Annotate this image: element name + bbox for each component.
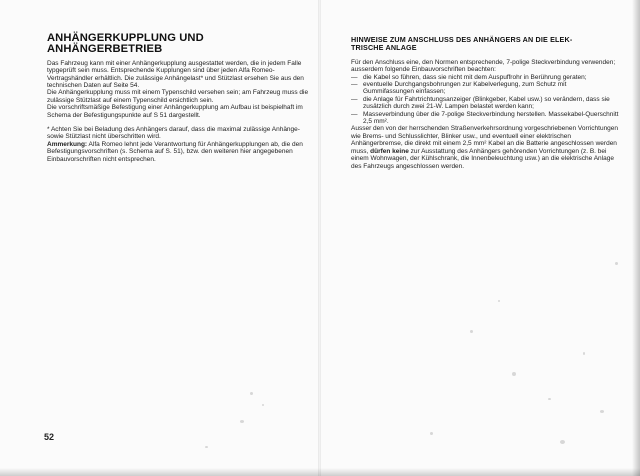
scan-bottom-shadow (0, 468, 640, 476)
page-title-line-2: ANHÄNGERBETRIEB (47, 43, 163, 56)
scan-speckle (583, 352, 585, 355)
scan-speckle (250, 392, 253, 395)
page-title-line-1: ANHÄNGERKUPPLUNG UND (47, 32, 204, 44)
scan-speckle (615, 262, 618, 265)
list-item: — Masseverbindung über die 7-polige Steckverbindung herstellen. Massekabel-Querschnitt 2,5 mm². (351, 111, 619, 126)
scan-edge-shadow (632, 0, 640, 476)
closing-text-start: Ausser den von der herrschenden Straßenverkehrsordnung vorgeschriebenen Vorrichtungen wie Brems- und Schlusslichter, Blinker usw., und eventuell einer elektrischen Anhängerbremse, die direkt mit einem 2,5 mm² Kabel an die Batterie angeschlossen werden muss, (351, 125, 619, 155)
scan-speckle (512, 372, 516, 376)
load-footnote: * Achten Sie bei Beladung des Anhängers darauf, dass die maximal zulässige Anhänge-sowie Stützlast nicht überschritten wird. (47, 126, 300, 141)
page-number: 52 (44, 432, 55, 442)
page-title (47, 33, 309, 56)
liability-note-label: Ammerkung: (47, 140, 88, 148)
scan-speckle (560, 440, 565, 444)
section-title-line-1: HINWEISE ZUM ANSCHLUSS DES ANHÄNGERS AN DIE ELEK- (351, 35, 573, 44)
nameplate-paragraph: Die Anhängerkupplung muss mit einem Typenschild versehen sein; am Fahrzeug muss die zulässige Stützlast auf einem Typenschild ersichtlich sein. (47, 89, 309, 104)
mounting-paragraph: Die vorschriftsmäßige Befestigung einer Anhängerkupplung am Aufbau ist beispielhaft im Schema der Befestigungspunkte auf S 51 dargestellt. (47, 104, 303, 119)
scan-speckle (430, 432, 433, 435)
intro-paragraph: Das Fahrzeug kann mit einer Anhängerkupplung ausgestattet werden, die in jedem Falle typgeprüft sein muss. Entsprechende Kupplungen sind über jeden Alfa Romeo-Vertragshändler erhältlich. Die zulässige Anhängelast* und Stützlast ersehen Sie aus den technischen Daten auf Seite 54. (47, 59, 304, 90)
section-title-line-2: TRISCHE ANLAGE (351, 43, 417, 53)
liability-note-text: Alfa Romeo lehnt jede Verantwortung für Anhängerkupplungen ab, die den Befestigungsvorschriften (s. Schema auf S. 51), bzw. den weiteren hier angegebenen Einbauvorschriften nicht entsprechen. (47, 140, 303, 163)
list-item: — eventuelle Durchgangsbohrungen zur Kabelverlegung, zum Schutz mit Gummifassungen einfassen; (351, 81, 619, 96)
closing-emphasis: dürfen keine (370, 147, 409, 155)
scan-speckle (548, 398, 551, 400)
list-item: — die Kabel so führen, dass sie nicht mit dem Auspuffrohr in Berührung geraten; (351, 74, 619, 81)
scan-speckle (470, 330, 473, 333)
closing-text-end: zur Ausstattung des Anhängers gehörenden Vorrichtungen (z. B. bei einem Wohnwagen, der Kühlschrank, die Innenbeleuchtung usw.) an die elektrische Anlage des Fahrzeugs angeschlossen werden. (351, 147, 614, 170)
scan-speckle (205, 446, 208, 448)
scan-speckle (600, 410, 604, 413)
left-column (47, 33, 309, 163)
liability-note (47, 141, 309, 163)
page-gutter (318, 0, 321, 476)
wiring-rules-list (351, 74, 619, 126)
wiring-intro: Für den Anschluss eine, den Normen entsprechende, 7-polige Steckverbindung verwenden; ausserdem folgende Einbauvorschriften beachten: (351, 58, 616, 74)
section-title (351, 36, 619, 53)
right-column (351, 36, 619, 170)
list-item: — die Anlage für Fahrtrichtungsanzeiger (Blinkgeber, Kabel usw.) so verändern, dass sie zusätzlich durch zwei 21-W. Lampen belastet werden kann; (351, 96, 619, 111)
closing-paragraph (351, 125, 619, 169)
scan-speckle (498, 300, 500, 302)
scan-speckle (240, 420, 244, 423)
scan-speckle (262, 404, 264, 406)
